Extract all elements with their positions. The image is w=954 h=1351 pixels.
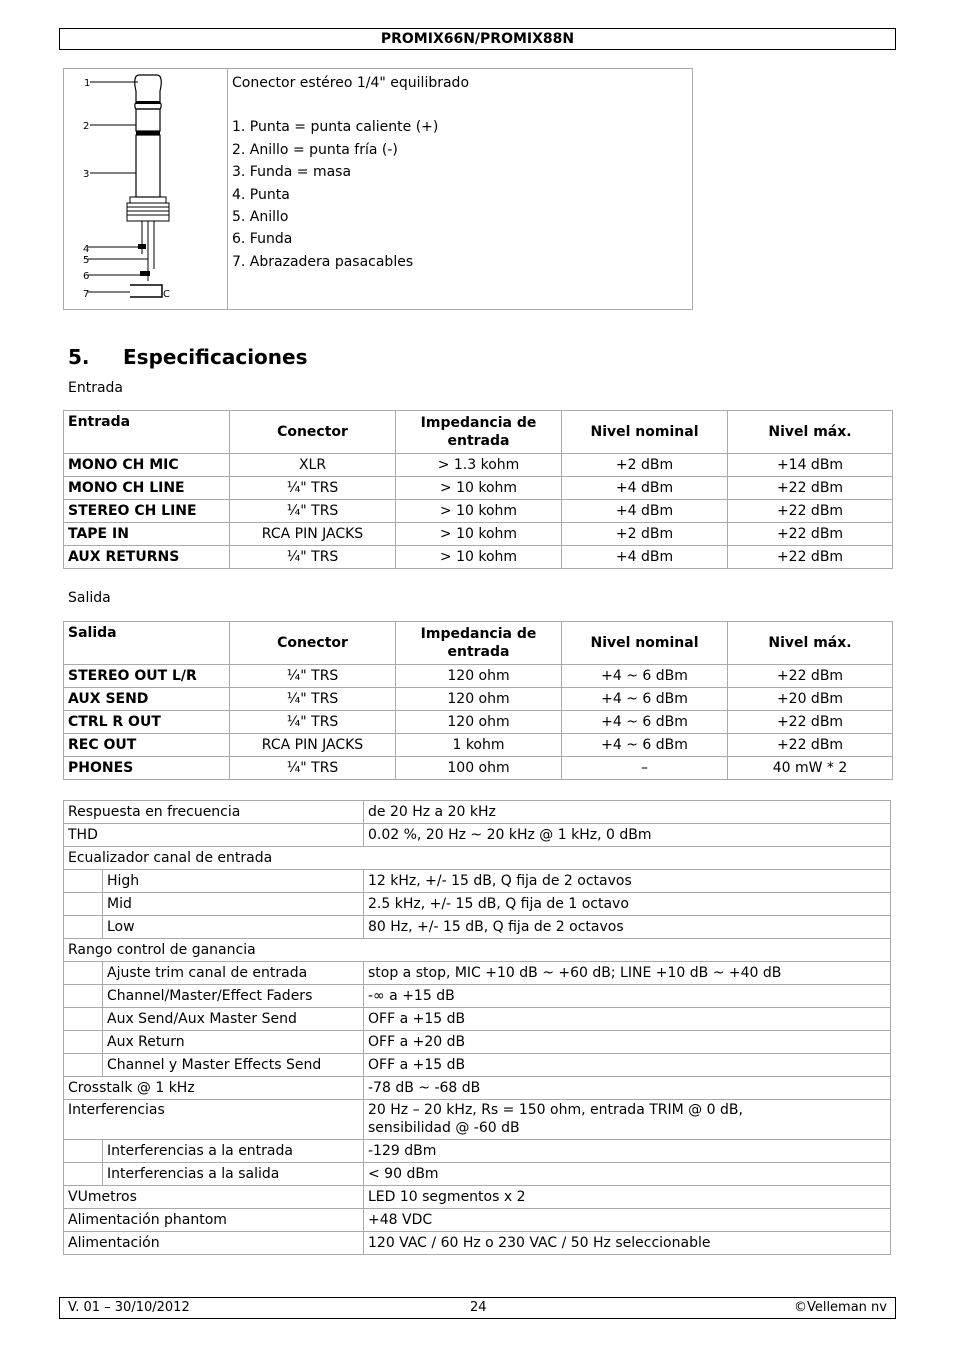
cell: +22 dBm	[728, 477, 893, 500]
table-row	[64, 1232, 891, 1255]
spec-label: Aux Return	[103, 1031, 364, 1054]
table-row	[64, 824, 891, 847]
cell: MONO CH MIC	[64, 454, 230, 477]
spec-group: Rango control de ganancia	[64, 939, 891, 962]
cell: 120 ohm	[396, 665, 562, 688]
spec-label: Respuesta en frecuencia	[64, 801, 364, 824]
header-cell: Nivel máx.	[728, 411, 893, 454]
cell: ¼" TRS	[230, 477, 396, 500]
table-row	[64, 985, 891, 1008]
connector-item: 6. Funda	[232, 231, 293, 248]
connector-diagram-cell	[64, 69, 228, 310]
table-row	[64, 454, 893, 477]
header-cell: Nivel nominal	[562, 622, 728, 665]
cell: RCA PIN JACKS	[230, 523, 396, 546]
indent-cell	[64, 985, 103, 1008]
table-row	[64, 734, 893, 757]
table-row	[64, 893, 891, 916]
diagram-label-5: 5	[83, 255, 90, 266]
spec-value-line: sensibilidad @ -60 dB	[368, 1120, 520, 1136]
cell: +4 dBm	[562, 546, 728, 569]
page-header: PROMIX66N/PROMIX88N	[59, 28, 896, 50]
output-label: Salida	[68, 590, 111, 606]
table-row	[64, 1140, 891, 1163]
connector-item: 4. Punta	[232, 186, 290, 203]
header-cell: Entrada	[64, 411, 230, 454]
spec-value	[364, 1100, 891, 1140]
cell: REC OUT	[64, 734, 230, 757]
table-row	[64, 477, 893, 500]
footer-page-number: 24	[470, 1300, 487, 1315]
table-row	[64, 962, 891, 985]
table-row	[64, 757, 893, 780]
cell: ¼" TRS	[230, 500, 396, 523]
table-row	[64, 801, 891, 824]
cell: +4 dBm	[562, 477, 728, 500]
table-row	[64, 1054, 891, 1077]
cell: ¼" TRS	[230, 688, 396, 711]
general-spec-table	[63, 800, 891, 1255]
indent-cell	[64, 1031, 103, 1054]
table-row	[64, 711, 893, 734]
cell: +14 dBm	[728, 454, 893, 477]
cell: +22 dBm	[728, 734, 893, 757]
indent-cell	[64, 962, 103, 985]
input-spec-table	[63, 410, 893, 569]
table-row	[64, 500, 893, 523]
diagram-label-4: 4	[83, 244, 90, 255]
connector-item: 1. Punta = punta caliente (+)	[232, 119, 439, 136]
section-number: 5.	[68, 345, 90, 369]
table-row	[64, 1186, 891, 1209]
cell: 1 kohm	[396, 734, 562, 757]
connector-description-cell	[228, 69, 693, 310]
spec-label: Interferencias	[64, 1100, 364, 1140]
cell: MONO CH LINE	[64, 477, 230, 500]
spec-value: -129 dBm	[364, 1140, 891, 1163]
footer-copyright: ©Velleman nv	[793, 1300, 887, 1315]
spec-value: OFF a +15 dB	[364, 1054, 891, 1077]
connector-item: 5. Anillo	[232, 209, 289, 226]
spec-label: Aux Send/Aux Master Send	[103, 1008, 364, 1031]
spec-label: Alimentación phantom	[64, 1209, 364, 1232]
diagram-label-7: 7	[83, 289, 90, 300]
cell: TAPE IN	[64, 523, 230, 546]
input-label: Entrada	[68, 380, 124, 396]
spec-value: de 20 Hz a 20 kHz	[364, 801, 891, 824]
spec-value: stop a stop, MIC +10 dB ~ +60 dB; LINE +10 dB ~ +40 dB	[364, 962, 891, 985]
spec-label: Channel/Master/Effect Faders	[103, 985, 364, 1008]
spec-label: Interferencias a la entrada	[103, 1140, 364, 1163]
cell: > 10 kohm	[396, 477, 562, 500]
table-row	[64, 870, 891, 893]
cell: > 10 kohm	[396, 500, 562, 523]
diagram-label-1: 1	[84, 78, 91, 89]
table-row	[64, 688, 893, 711]
diagram-label-2: 2	[83, 121, 90, 132]
spec-group: Ecualizador canal de entrada	[64, 847, 891, 870]
diagram-label-c: C	[163, 289, 170, 300]
cell: +4 ~ 6 dBm	[562, 734, 728, 757]
spec-label: Alimentación	[64, 1232, 364, 1255]
cell: ¼" TRS	[230, 665, 396, 688]
cell: +22 dBm	[728, 665, 893, 688]
spec-value: OFF a +20 dB	[364, 1031, 891, 1054]
connector-item: 7. Abrazadera pasacables	[232, 253, 414, 270]
table-row	[64, 847, 891, 870]
table-row	[64, 1031, 891, 1054]
spec-label: Interferencias a la salida	[103, 1163, 364, 1186]
connector-table	[63, 68, 693, 310]
cell: +22 dBm	[728, 711, 893, 734]
cell: +22 dBm	[728, 546, 893, 569]
spec-label: High	[103, 870, 364, 893]
header-cell: Salida	[64, 622, 230, 665]
spec-value: 2.5 kHz, +/- 15 dB, Q fija de 1 octavo	[364, 893, 891, 916]
header-cell: Impedancia de entrada	[396, 622, 562, 665]
spec-label: Crosstalk @ 1 kHz	[64, 1077, 364, 1100]
spec-label: Channel y Master Effects Send	[103, 1054, 364, 1077]
spec-value: -78 dB ~ -68 dB	[364, 1077, 891, 1100]
footer-version: V. 01 – 30/10/2012	[68, 1300, 190, 1315]
diagram-label-6: 6	[83, 271, 90, 282]
connector-title: Conector estéreo 1/4" equilibrado	[232, 75, 470, 91]
trs-plug-diagram	[64, 69, 227, 309]
cell: +20 dBm	[728, 688, 893, 711]
cell: +2 dBm	[562, 523, 728, 546]
table-row	[64, 916, 891, 939]
section-heading	[68, 345, 308, 369]
indent-cell	[64, 1054, 103, 1077]
connector-item: 3. Funda = masa	[232, 164, 352, 181]
spec-value: 0.02 %, 20 Hz ~ 20 kHz @ 1 kHz, 0 dBm	[364, 824, 891, 847]
cell: > 1.3 kohm	[396, 454, 562, 477]
cell: +4 dBm	[562, 500, 728, 523]
cell: AUX RETURNS	[64, 546, 230, 569]
spec-label: Low	[103, 916, 364, 939]
cell: +2 dBm	[562, 454, 728, 477]
cell: 40 mW * 2	[728, 757, 893, 780]
cell: STEREO OUT L/R	[64, 665, 230, 688]
cell: 120 ohm	[396, 711, 562, 734]
spec-label: VUmetros	[64, 1186, 364, 1209]
spec-label: Mid	[103, 893, 364, 916]
header-cell: Conector	[230, 411, 396, 454]
section-title: Especificaciones	[123, 345, 308, 369]
spec-value: -∞ a +15 dB	[364, 985, 891, 1008]
table-header-row	[64, 622, 893, 665]
cell: +4 ~ 6 dBm	[562, 711, 728, 734]
table-header-row	[64, 411, 893, 454]
cell: RCA PIN JACKS	[230, 734, 396, 757]
cell: +22 dBm	[728, 523, 893, 546]
spec-value: OFF a +15 dB	[364, 1008, 891, 1031]
indent-cell	[64, 1008, 103, 1031]
table-row	[64, 939, 891, 962]
indent-cell	[64, 1163, 103, 1186]
header-cell: Conector	[230, 622, 396, 665]
spec-label: THD	[64, 824, 364, 847]
table-row	[64, 546, 893, 569]
spec-value-line: 20 Hz – 20 kHz, Rs = 150 ohm, entrada TRIM @ 0 dB,	[368, 1102, 743, 1118]
diagram-label-3: 3	[83, 169, 90, 180]
spec-value: 12 kHz, +/- 15 dB, Q fija de 2 octavos	[364, 870, 891, 893]
table-row	[64, 1100, 891, 1140]
table-row	[64, 1008, 891, 1031]
table-row	[64, 523, 893, 546]
table-row	[64, 1077, 891, 1100]
cell: XLR	[230, 454, 396, 477]
cell: +22 dBm	[728, 500, 893, 523]
cell: +4 ~ 6 dBm	[562, 688, 728, 711]
cell: > 10 kohm	[396, 523, 562, 546]
indent-cell	[64, 893, 103, 916]
cell: ¼" TRS	[230, 757, 396, 780]
cell: 120 ohm	[396, 688, 562, 711]
spec-value: 80 Hz, +/- 15 dB, Q fija de 2 octavos	[364, 916, 891, 939]
connector-item: 2. Anillo = punta fría (-)	[232, 141, 398, 158]
output-spec-table	[63, 621, 893, 780]
cell: –	[562, 757, 728, 780]
spec-value: 120 VAC / 60 Hz o 230 VAC / 50 Hz seleccionable	[364, 1232, 891, 1255]
cell: > 10 kohm	[396, 546, 562, 569]
page-footer	[59, 1297, 896, 1319]
header-cell: Nivel máx.	[728, 622, 893, 665]
cell: CTRL R OUT	[64, 711, 230, 734]
spec-value: < 90 dBm	[364, 1163, 891, 1186]
cell: PHONES	[64, 757, 230, 780]
header-cell: Impedancia de entrada	[396, 411, 562, 454]
spec-label: Ajuste trim canal de entrada	[103, 962, 364, 985]
header-cell: Nivel nominal	[562, 411, 728, 454]
indent-cell	[64, 916, 103, 939]
cell: ¼" TRS	[230, 546, 396, 569]
indent-cell	[64, 870, 103, 893]
cell: 100 ohm	[396, 757, 562, 780]
cell: AUX SEND	[64, 688, 230, 711]
cell: ¼" TRS	[230, 711, 396, 734]
cell: STEREO CH LINE	[64, 500, 230, 523]
table-row	[64, 1209, 891, 1232]
table-row	[64, 665, 893, 688]
indent-cell	[64, 1140, 103, 1163]
cell: +4 ~ 6 dBm	[562, 665, 728, 688]
spec-value: LED 10 segmentos x 2	[364, 1186, 891, 1209]
spec-value: +48 VDC	[364, 1209, 891, 1232]
table-row	[64, 1163, 891, 1186]
